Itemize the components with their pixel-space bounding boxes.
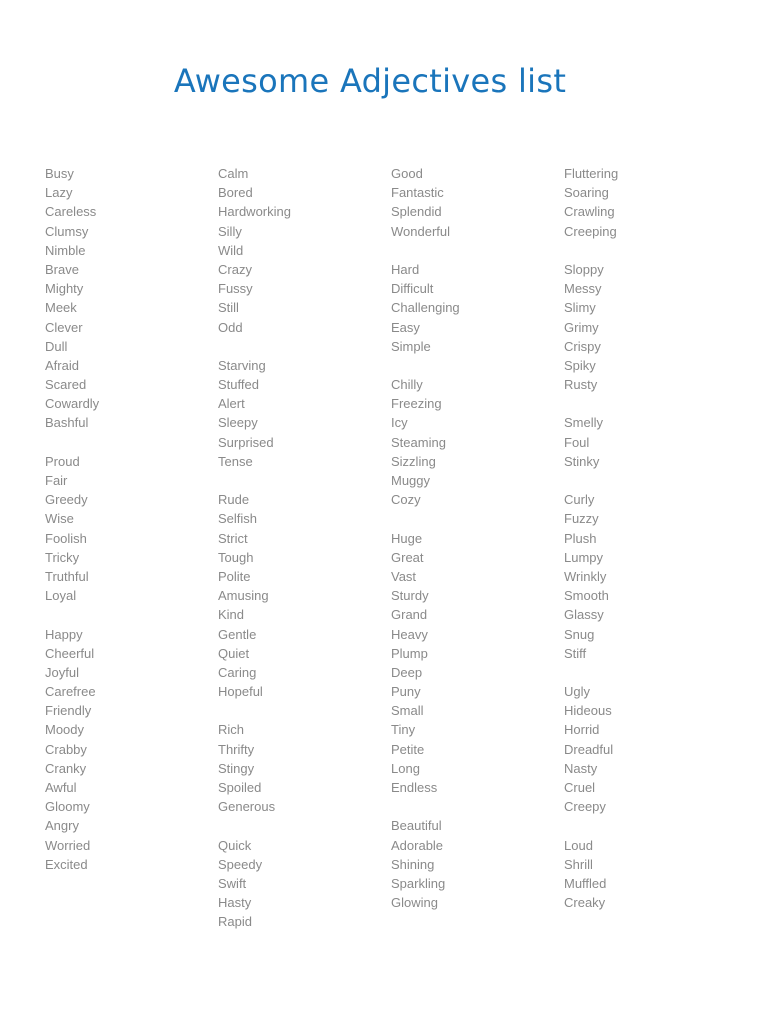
adjective-word: Crazy [218, 261, 252, 277]
adjective-word: Worried [45, 837, 91, 853]
adjective-word: Bashful [45, 415, 89, 431]
adjective-word: Good [391, 166, 423, 181]
adjective-word: Hasty [218, 895, 252, 911]
adjective-word: Dreadful [564, 741, 614, 757]
adjective-word: Rich [218, 722, 245, 738]
adjective-word: Clever [45, 319, 83, 335]
adjective-word: Clumsy [45, 223, 89, 239]
adjective-word: Meek [45, 300, 77, 316]
adjective-word: Tough [218, 549, 254, 565]
adjective-word: Creepy [564, 799, 606, 815]
adjective-group [45, 452, 205, 606]
adjective-word: Hopeful [218, 684, 263, 700]
adjective-group [564, 260, 724, 394]
adjective-word: Mighty [45, 281, 84, 297]
adjective-word: Tiny [391, 722, 416, 738]
adjective-group [218, 720, 378, 816]
adjective-word: Silly [218, 223, 242, 239]
adjective-word: Stingy [218, 760, 255, 776]
adjective-word: Gloomy [45, 799, 90, 815]
adjective-word: Steaming [391, 434, 446, 450]
adjective-word: Horrid [564, 722, 600, 738]
adjective-word: Awful [45, 780, 77, 795]
adjective-column-4 [564, 164, 724, 932]
adjective-group [564, 836, 724, 913]
adjective-word: Joyful [45, 664, 79, 680]
adjective-word: Wild [218, 242, 244, 258]
adjective-word: Vast [391, 568, 417, 584]
adjective-word: Generous [218, 799, 276, 815]
adjective-word: Puny [391, 684, 421, 700]
adjective-word: Moody [45, 722, 85, 738]
adjective-word: Hideous [564, 703, 612, 719]
adjective-word: Carefree [45, 684, 96, 700]
adjective-word: Difficult [391, 281, 434, 297]
adjective-word: Loud [564, 837, 593, 853]
adjective-word: Rude [218, 492, 250, 508]
adjective-word: Crispy [564, 338, 601, 354]
adjective-group [218, 490, 378, 701]
adjective-column-2 [218, 164, 378, 951]
adjective-word: Foolish [45, 530, 87, 546]
adjective-word: Beautiful [391, 818, 442, 834]
adjective-word: Snug [564, 626, 595, 642]
adjective-group [218, 356, 378, 471]
adjective-word: Cozy [391, 492, 421, 508]
adjective-word: Smelly [564, 415, 604, 431]
adjective-word: Wise [45, 511, 74, 527]
adjective-word: Stiff [564, 645, 587, 661]
adjective-word: Fluttering [564, 166, 619, 181]
adjective-word: Gentle [218, 626, 257, 642]
adjective-word: Odd [218, 319, 243, 335]
adjective-word: Bored [218, 185, 253, 201]
adjective-word: Hardworking [218, 204, 291, 220]
adjective-column-3 [391, 164, 551, 932]
adjective-word: Brave [45, 261, 79, 277]
adjective-word: Quiet [218, 645, 250, 661]
adjective-word: Sturdy [391, 588, 429, 604]
adjective-word: Muggy [391, 473, 431, 488]
adjective-word: Starving [218, 357, 266, 373]
adjective-word: Adorable [391, 837, 444, 853]
adjective-word: Calm [218, 166, 249, 181]
adjective-word: Kind [218, 607, 245, 623]
adjective-word: Crabby [45, 741, 87, 757]
adjective-word: Swift [218, 875, 247, 891]
adjective-word: Lumpy [564, 549, 604, 565]
adjective-word: Happy [45, 626, 83, 642]
adjective-group [391, 816, 551, 912]
adjective-word: Glassy [564, 607, 604, 623]
adjective-word: Freezing [391, 396, 442, 412]
adjective-word: Greedy [45, 492, 88, 508]
adjective-word: Fussy [218, 281, 253, 297]
adjective-word: Shining [391, 856, 435, 872]
adjective-column-1 [45, 164, 205, 893]
adjective-word: Cranky [45, 760, 87, 776]
adjective-word: Fantastic [391, 185, 444, 201]
adjective-word: Loyal [45, 588, 77, 604]
adjective-group [564, 682, 724, 816]
adjective-word: Strict [218, 530, 248, 546]
adjective-word: Dull [45, 338, 68, 354]
adjective-word: Scared [45, 377, 87, 393]
adjective-word: Simple [391, 338, 431, 354]
adjective-word: Stuffed [218, 377, 259, 393]
adjective-word: Grimy [564, 319, 599, 335]
adjective-word: Chilly [391, 377, 423, 393]
adjective-word: Endless [391, 780, 438, 795]
adjective-word: Quick [218, 837, 252, 853]
adjective-word: Soaring [564, 185, 609, 201]
adjective-word: Cruel [564, 780, 596, 795]
adjective-word: Grand [391, 607, 428, 623]
adjective-word: Slimy [564, 300, 596, 316]
adjective-group [391, 375, 551, 509]
adjective-word: Splendid [391, 204, 442, 220]
adjective-word: Sleepy [218, 415, 258, 431]
adjective-group [564, 164, 724, 241]
adjective-group [564, 413, 724, 471]
adjective-word: Nasty [564, 760, 598, 776]
adjective-word: Great [391, 549, 424, 565]
adjective-word: Proud [45, 453, 80, 469]
page-title: Awesome Adjectives list [173, 62, 567, 100]
adjective-word: Easy [391, 319, 420, 335]
adjective-word: Cowardly [45, 396, 100, 412]
adjective-word: Excited [45, 856, 88, 872]
adjective-word: Petite [391, 741, 425, 757]
adjective-word: Heavy [391, 626, 428, 642]
adjective-word: Truthful [45, 568, 89, 584]
adjective-word: Selfish [218, 511, 258, 527]
adjective-word: Sparkling [391, 875, 446, 891]
adjective-word: Foul [564, 434, 590, 450]
adjective-word: Friendly [45, 703, 92, 719]
adjective-word: Rapid [218, 914, 252, 930]
adjective-word: Crawling [564, 204, 615, 220]
adjective-word: Polite [218, 568, 251, 584]
adjective-word: Creeping [564, 223, 617, 239]
adjective-word: Sizzling [391, 453, 436, 469]
adjective-word: Surprised [218, 434, 274, 450]
adjective-word: Ugly [564, 684, 591, 700]
adjective-word: Wonderful [391, 223, 451, 239]
adjective-word: Cheerful [45, 645, 95, 661]
adjective-word: Amusing [218, 588, 269, 604]
adjective-word: Icy [391, 415, 408, 431]
adjective-word: Stinky [564, 453, 600, 469]
adjective-word: Smooth [564, 588, 609, 604]
adjective-group [391, 529, 551, 798]
adjective-word: Spiky [564, 357, 596, 373]
adjective-word: Plump [391, 645, 428, 661]
adjective-word: Afraid [45, 357, 79, 373]
adjective-word: Nimble [45, 242, 86, 258]
adjectives-columns [0, 164, 768, 964]
adjective-word: Spoiled [218, 780, 262, 795]
adjective-group [45, 625, 205, 874]
adjective-word: Muffled [564, 875, 607, 891]
adjective-word: Sloppy [564, 261, 604, 277]
adjective-word: Messy [564, 281, 602, 297]
adjective-word: Speedy [218, 856, 263, 872]
adjective-word: Deep [391, 664, 423, 680]
adjective-group [391, 164, 551, 241]
adjective-word: Hard [391, 261, 420, 277]
adjective-word: Creaky [564, 895, 606, 911]
adjective-word: Long [391, 760, 420, 776]
adjective-word: Caring [218, 664, 257, 680]
adjective-word: Still [218, 300, 239, 316]
adjective-word: Careless [45, 204, 97, 220]
adjective-word: Busy [45, 166, 74, 181]
adjective-group [218, 164, 378, 337]
adjective-word: Curly [564, 492, 595, 508]
adjective-word: Huge [391, 530, 423, 546]
adjective-word: Fair [45, 473, 68, 488]
adjective-word: Shrill [564, 856, 593, 872]
adjective-group [391, 260, 551, 356]
adjective-word: Tense [218, 453, 253, 469]
adjective-group [218, 836, 378, 932]
adjective-word: Thrifty [218, 741, 255, 757]
adjective-word: Fuzzy [564, 511, 599, 527]
adjective-word: Lazy [45, 185, 73, 201]
adjective-group [564, 490, 724, 663]
adjective-word: Challenging [391, 300, 460, 316]
adjective-word: Rusty [564, 377, 598, 393]
adjective-word: Wrinkly [564, 568, 607, 584]
adjective-word: Angry [45, 818, 79, 834]
adjective-word: Glowing [391, 895, 438, 911]
adjective-word: Plush [564, 530, 597, 546]
adjective-word: Alert [218, 396, 245, 412]
adjective-word: Tricky [45, 549, 80, 565]
adjective-word: Small [391, 703, 424, 719]
adjective-group [45, 164, 205, 433]
